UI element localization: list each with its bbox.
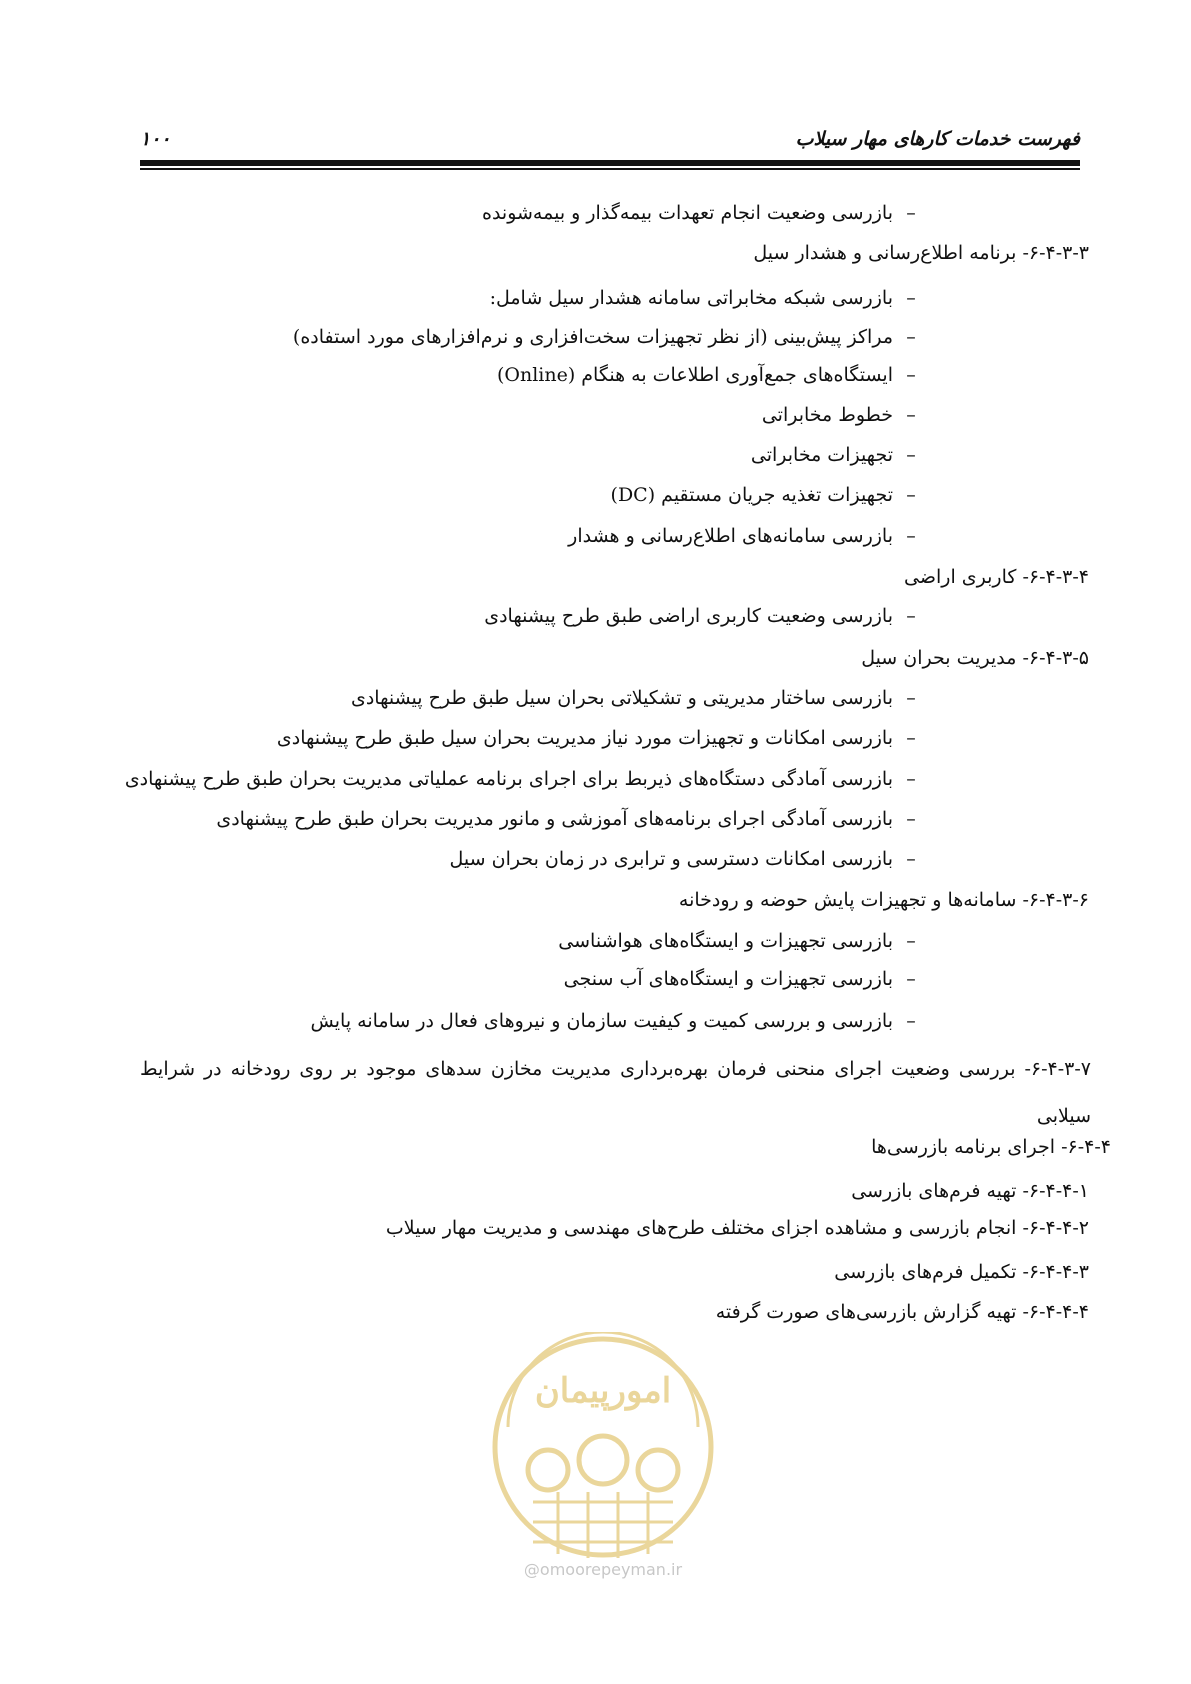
bullet-text: بازرسی ساختار مدیریتی و تشکیلاتی بحران سیل طبق طرح پیشنهادی (350, 687, 893, 709)
bullet-dash: – (906, 444, 916, 466)
page-header (140, 120, 1080, 150)
bullet-item (484, 603, 929, 630)
bullet-item (216, 806, 929, 833)
bullet-text: بازرسی وضعیت انجام تعهدات بیمه‌گذار و بیمه‌شونده (481, 202, 893, 224)
bullet-text: ایستگاه‌های جمع‌آوری اطلاعات به هنگام (Online) (496, 364, 893, 386)
bullet-text: بازرسی وضعیت کاربری اراضی طبق طرح پیشنهادی (484, 605, 893, 627)
bullet-text: تجهیزات تغذیه جریان مستقیم (DC) (610, 484, 893, 506)
bullet-item (564, 966, 929, 993)
bullet-text: بازرسی تجهیزات و ایستگاه‌های هواشناسی (558, 930, 893, 952)
bullet-item (568, 523, 929, 550)
bullet-item (490, 285, 929, 312)
bullet-dash: – (906, 727, 916, 749)
paragraph-item-7: ۶-۴-۳-۷- بررسی وضعیت اجرای منحنی فرمان بهره‌برداری مدیریت مخازن سدهای موجود بر روی رودخانه در شرایط سیلابی (140, 1058, 1091, 1127)
bullet-dash: – (906, 930, 916, 952)
section-heading: ۶-۴-۴- اجرای برنامه بازرسی‌ها (871, 1136, 1111, 1158)
bullet-text: مراکز پیش‌بینی (از نظر تجهیزات سخت‌افزاری و نرم‌افزارهای مورد استفاده) (292, 326, 893, 348)
bullet-dash: – (906, 768, 916, 790)
bullet-item (277, 725, 929, 752)
watermark-logo-icon (488, 1332, 718, 1562)
bullet-item (482, 200, 929, 227)
bullet-text: بازرسی تجهیزات و ایستگاه‌های آب سنجی (563, 968, 893, 990)
header-rule-thick (140, 160, 1080, 166)
bullet-text: خطوط مخابراتی (761, 404, 893, 426)
bullet-text: بازرسی امکانات دسترسی و ترابری در زمان بحران سیل (449, 848, 893, 870)
sub-heading: ۶-۴-۳-۳- برنامه اطلاع‌رسانی و هشدار سیل (753, 242, 1089, 264)
bullet-dash: – (906, 1010, 916, 1032)
bullet-item (558, 928, 929, 955)
bullet-item (611, 482, 929, 509)
bullet-text: تجهیزات مخابراتی (750, 444, 893, 466)
running-title: فهرست خدمات کارهای مهار سیلاب (795, 128, 1080, 150)
sub-heading: ۶-۴-۳-۵- مدیریت بحران سیل (861, 647, 1089, 669)
sub-heading: ۶-۴-۳-۴- کاربری اراضی (904, 566, 1089, 588)
svg-text:امورپیمان: امورپیمان (534, 1371, 672, 1411)
bullet-dash: – (906, 202, 916, 224)
bullet-item (351, 685, 929, 712)
bullet-item (311, 1008, 929, 1035)
bullet-text: بازرسی آمادگی دستگاه‌های ذیربط برای اجرای برنامه عملیاتی مدیریت بحران طبق طرح پیشنهادی (124, 768, 893, 790)
header-rule-thin (140, 168, 1080, 170)
bullet-dash: – (906, 364, 916, 386)
sub-item-1: ۶-۴-۴-۱- تهیه فرم‌های بازرسی (851, 1180, 1089, 1202)
sub-item-2: ۶-۴-۴-۲- انجام بازرسی و مشاهده اجزای مختلف طرح‌های مهندسی و مدیریت مهار سیلاب (385, 1217, 1089, 1239)
sub-item-3: ۶-۴-۴-۳- تکمیل فرم‌های بازرسی (834, 1261, 1089, 1283)
bullet-text: بازرسی سامانه‌های اطلاع‌رسانی و هشدار (568, 525, 893, 547)
bullet-item (450, 846, 929, 873)
bullet-text: بازرسی و بررسی کمیت و کیفیت سازمان و نیروهای فعال در سامانه پایش (310, 1010, 893, 1032)
watermark-site: @omoorepeyman.ir (523, 1560, 683, 1579)
bullet-item (751, 442, 929, 469)
sub-item-4: ۶-۴-۴-۴- تهیه گزارش بازرسی‌های صورت گرفته (715, 1301, 1089, 1323)
sub-heading: ۶-۴-۳-۶- سامانه‌ها و تجهیزات پایش حوضه و رودخانه (678, 889, 1089, 911)
bullet-dash: – (906, 326, 916, 348)
bullet-dash: – (906, 808, 916, 830)
bullet-dash: – (906, 525, 916, 547)
bullet-text: بازرسی شبکه مخابراتی سامانه هشدار سیل شامل: (489, 287, 893, 309)
bullet-dash: – (906, 605, 916, 627)
watermark (488, 1332, 718, 1594)
bullet-item (125, 766, 929, 793)
bullet-dash: – (906, 687, 916, 709)
bullet-text: بازرسی امکانات و تجهیزات مورد نیاز مدیریت بحران سیل طبق طرح پیشنهادی (276, 727, 893, 749)
bullet-dash: – (906, 287, 916, 309)
bullet-item (497, 362, 929, 389)
page-number: ۱۰۰ (140, 128, 171, 150)
bullet-dash: – (906, 484, 916, 506)
bullet-dash: – (906, 848, 916, 870)
bullet-item (293, 324, 929, 351)
bullet-dash: – (906, 404, 916, 426)
bullet-dash: – (906, 968, 916, 990)
bullet-item (762, 402, 929, 429)
bullet-text: بازرسی آمادگی اجرای برنامه‌های آموزشی و مانور مدیریت بحران طبق طرح پیشنهادی (216, 808, 893, 830)
